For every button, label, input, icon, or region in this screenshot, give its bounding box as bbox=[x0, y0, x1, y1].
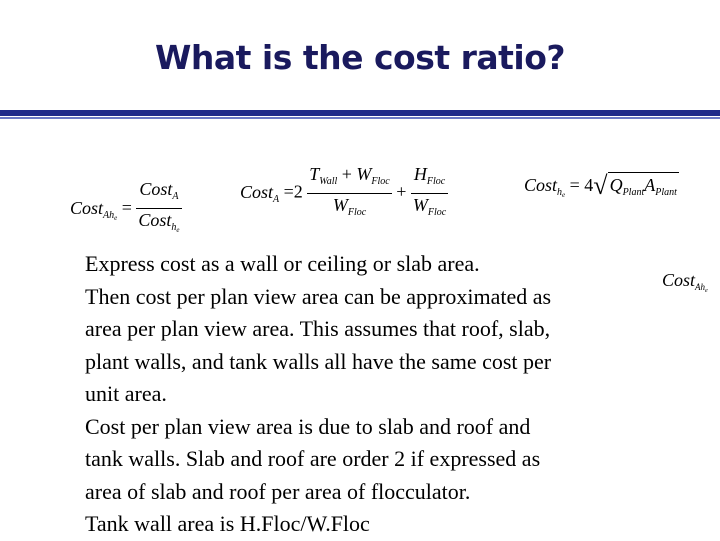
eq2-plus: + bbox=[396, 181, 407, 202]
body-line: area of slab and roof per area of flocculator. bbox=[85, 478, 471, 504]
eq2-coef: 2 bbox=[293, 181, 303, 202]
title-divider bbox=[0, 110, 720, 116]
equation-cost-he bbox=[524, 171, 679, 203]
eq3-coef: 4 bbox=[584, 175, 594, 195]
equation-cost-ratio bbox=[70, 178, 182, 241]
body-line: Then cost per plan view area can be approximated as bbox=[85, 283, 552, 309]
eq3-equals: = bbox=[569, 175, 580, 195]
eq1-lhs: Cost$_{Ah_e}$ bbox=[70, 197, 118, 222]
eq2-equals: = bbox=[283, 181, 294, 202]
equation-cost-a bbox=[240, 163, 448, 224]
eq3-lhs: Cost$_{h_e}$ bbox=[524, 175, 566, 199]
body-line: Express cost as a wall or ceiling or slab area. bbox=[85, 251, 480, 276]
eq2-fraction-wall: $\frac{T_{Wall} + W_{Floc}}{W_{Floc}}$ bbox=[309, 164, 390, 218]
body-line: Cost per plan view area is due to slab and roof and bbox=[85, 413, 531, 439]
body-line: Tank wall area is H.Floc/W.Floc bbox=[85, 511, 370, 536]
sqrt-icon: √ bbox=[593, 171, 608, 200]
body-text bbox=[85, 248, 685, 541]
slide-title: What is the cost ratio? bbox=[154, 38, 566, 77]
eq1-equals: = bbox=[121, 197, 132, 218]
body-line: unit area. bbox=[85, 381, 167, 406]
body-line: tank walls. Slab and roof are order 2 if expressed as bbox=[85, 446, 541, 471]
title-divider-accent bbox=[0, 117, 720, 119]
eq2-fraction-height: $\frac{H_{Floc}}{W_{Floc}}$ bbox=[412, 164, 447, 218]
inline-cost-symbol: Cost$_{Ah_e}$ bbox=[662, 270, 708, 294]
body-line: plant walls, and tank walls all have the same cost per bbox=[85, 348, 552, 374]
eq3-radicand: $Q_{Plant}A_{Plant}$ bbox=[608, 172, 679, 203]
eq2-lhs: Cost$_A$ bbox=[240, 181, 280, 205]
body-line: area per plan view area. This assumes that roof, slab, bbox=[85, 316, 551, 341]
eq1-fraction: $\frac{Cost_A}{Cost_{h_e}}$ bbox=[138, 179, 180, 234]
